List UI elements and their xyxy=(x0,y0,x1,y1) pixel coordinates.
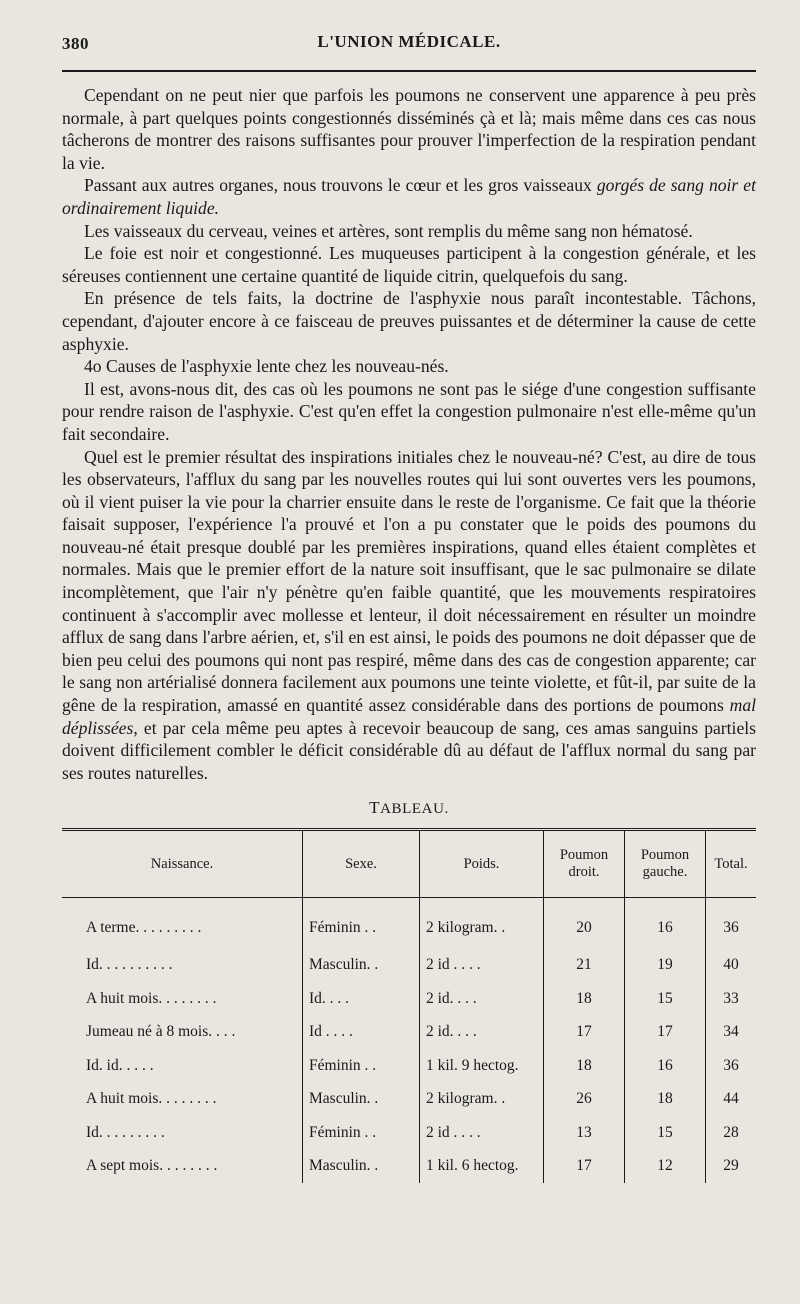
paragraph xyxy=(62,174,756,219)
cell-naissance: Id. id. . . . . xyxy=(86,1056,154,1074)
journal-title: L'UNION MÉDICALE. xyxy=(317,32,501,51)
cell-poumon-droit: 13 xyxy=(544,1116,625,1150)
cell-naissance: A terme. . . . . . . . . xyxy=(86,919,202,937)
table-row xyxy=(62,1015,756,1049)
table-header-row xyxy=(62,830,756,898)
cell-total: 40 xyxy=(706,948,757,982)
header-rule xyxy=(62,70,756,72)
cell-poumon-gauche: 16 xyxy=(625,898,706,949)
table-row xyxy=(62,1082,756,1116)
paragraph: En présence de tels faits, la doctrine de l'asphyxie nous paraît incontestable. Tâchons, cependant, d'ajouter encore à ce faisceau de preuves puissantes et de déterminer la cause de cette asphyxie. xyxy=(62,288,756,354)
header-poumon-gauche-line2: gauche. xyxy=(642,864,688,881)
cell-total: 34 xyxy=(706,1015,757,1049)
cell-poids: 2 id . . . . xyxy=(420,948,544,982)
cell-naissance: Id. . . . . . . . . . xyxy=(86,956,173,974)
cell-sexe: Id. . . . xyxy=(303,982,420,1016)
table-row xyxy=(62,1049,756,1083)
table-row xyxy=(62,982,756,1016)
cell-poumon-droit: 17 xyxy=(544,1149,625,1183)
cell-naissance: Id. . . . . . . . . xyxy=(86,1123,165,1141)
cell-sexe: Féminin . . xyxy=(303,1049,420,1083)
cell-poumon-droit: 26 xyxy=(544,1082,625,1116)
cell-poids: 2 id . . . . xyxy=(420,1116,544,1150)
cell-poids: 2 id. . . . xyxy=(420,982,544,1016)
header-poumon-droit-line1: Poumon xyxy=(559,847,609,864)
cell-poumon-gauche: 19 xyxy=(625,948,706,982)
header-sexe: Sexe. xyxy=(303,830,420,898)
cell-sexe: Masculin. . xyxy=(303,1082,420,1116)
page-number: 380 xyxy=(62,34,89,53)
cell-poumon-gauche: 15 xyxy=(625,1116,706,1150)
table-row xyxy=(62,898,756,949)
paragraph-text: Quel est le premier résultat des inspirations initiales chez le nouveau-né? C'est, au dire de tous les observateurs, l'afflux du sang par les nouvelles routes qui lui sont ouvertes vers les poumons, où il vient puiser la vie pour la charrier ensuite dans le reste de l'organisme. Ce fait que la théorie faisait supposer, l'expérience l'a prouvé et l'on a pu constater que le poids des poumons du nouveau-né était presque doublé par les premières inspirations, quand elles étaient complètes et normales. Mais que le premier effort de la nature soit insuffisant, que le sac pulmonaire se dilate incomplètement, que l'air n'y pénètre qu'en faible quantité, que les mouvements respiratoires continuent à s'accomplir avec mollesse et lenteur, il doit nécessairement en résulter un moindre afflux de sang dans l'arbre aérien, et, s'il en est ainsi, le poids des poumons ne doit dépasser que de bien peu celui des poumons qui nont pas respiré, même dans des cas de congestion apparente; car le sang non artérialisé donnera facilement aux poumons une teinte violette, et fût-il, par suite de la gêne de la respiration, amassé en quantité assez considérable dans des portions de poumons xyxy=(62,446,756,716)
cell-poumon-gauche: 16 xyxy=(625,1049,706,1083)
paragraph: Le foie est noir et congestionné. Les muqueuses participent à la congestion générale, et les séreuses contiennent une certaine quantité de liquide citrin, quelquefois du sang. xyxy=(62,243,756,286)
cell-sexe: Féminin . . xyxy=(303,898,420,949)
cell-total: 44 xyxy=(706,1082,757,1116)
italic-phrase: mal déplissées xyxy=(62,695,756,738)
section-heading: 4o Causes de l'asphyxie lente chez les nouveau-nés. xyxy=(84,356,449,377)
cell-poumon-gauche: 12 xyxy=(625,1149,706,1183)
paragraph: Les vaisseaux du cerveau, veines et artères, sont remplis du même sang non hématosé. xyxy=(84,220,693,241)
cell-sexe: Masculin. . xyxy=(303,948,420,982)
cell-poids: 2 kilogram. . xyxy=(420,1082,544,1116)
cell-sexe: Id . . . . xyxy=(303,1015,420,1049)
paragraph-text: Passant aux autres organes, nous trouvons le cœur et les gros vaisseaux xyxy=(84,175,597,196)
lung-weight-table xyxy=(62,828,756,1183)
running-head xyxy=(62,30,756,60)
header-poumon-droit xyxy=(544,830,625,898)
cell-total: 29 xyxy=(706,1149,757,1183)
header-poumon-gauche xyxy=(625,830,706,898)
cell-poumon-droit: 17 xyxy=(544,1015,625,1049)
table-title-rest: ABLEAU. xyxy=(380,801,449,818)
cell-poumon-droit: 20 xyxy=(544,898,625,949)
paragraph xyxy=(62,446,756,785)
cell-poumon-gauche: 15 xyxy=(625,982,706,1016)
cell-naissance: Jumeau né à 8 mois. . . . xyxy=(86,1023,236,1041)
table-row xyxy=(62,1116,756,1150)
italic-phrase: gorgés de sang noir et ordinairement liquide. xyxy=(62,175,756,218)
cell-total: 36 xyxy=(706,1049,757,1083)
header-poumon-droit-line2: droit. xyxy=(568,864,600,881)
header-total: Total. xyxy=(706,830,757,898)
cell-naissance: A sept mois. . . . . . . . xyxy=(86,1157,218,1175)
cell-total: 28 xyxy=(706,1116,757,1150)
cell-poids: 2 kilogram. . xyxy=(420,898,544,949)
table-row xyxy=(62,948,756,982)
cell-total: 33 xyxy=(706,982,757,1016)
header-poids: Poids. xyxy=(420,830,544,898)
cell-poumon-droit: 18 xyxy=(544,1049,625,1083)
table-row xyxy=(62,1149,756,1183)
cell-naissance: A huit mois. . . . . . . . xyxy=(86,989,217,1007)
header-poumon-gauche-line1: Poumon xyxy=(640,847,690,864)
cell-naissance: A huit mois. . . . . . . . xyxy=(86,1090,217,1108)
cell-poumon-droit: 21 xyxy=(544,948,625,982)
cell-sexe: Féminin . . xyxy=(303,1116,420,1150)
cell-poids: 1 kil. 9 hectog. xyxy=(420,1049,544,1083)
article-body xyxy=(62,84,756,784)
paragraph: Il est, avons-nous dit, des cas où les poumons ne sont pas le siége d'une congestion suffisante pour rendre raison de l'asphyxie. C'est qu'en effet la congestion pulmonaire n'est elle-même qu'un fait secondaire. xyxy=(62,378,756,444)
paragraph-text: , et par cela même peu aptes à recevoir beaucoup de sang, ces amas sanguins partiels doivent difficilement combler le déficit considérable dû au défaut de l'afflux normal du sang par ses routes naturelles. xyxy=(62,717,756,783)
cell-poumon-gauche: 18 xyxy=(625,1082,706,1116)
cell-sexe: Masculin. . xyxy=(303,1149,420,1183)
table-title xyxy=(62,798,756,818)
cell-total: 36 xyxy=(706,898,757,949)
paragraph: Cependant on ne peut nier que parfois les poumons ne conservent une apparence à peu près normale, à part quelques points congestionnés disséminés çà et là; mais même dans ces cas nous tâcherons de montrer des raisons suffisantes pour prouver l'imperfection de la respiration pendant la vie. xyxy=(62,85,756,173)
header-naissance: Naissance. xyxy=(62,830,303,898)
cell-poids: 1 kil. 6 hectog. xyxy=(420,1149,544,1183)
cell-poumon-gauche: 17 xyxy=(625,1015,706,1049)
table-title-cap: T xyxy=(369,798,381,818)
cell-poumon-droit: 18 xyxy=(544,982,625,1016)
cell-poids: 2 id. . . . xyxy=(420,1015,544,1049)
